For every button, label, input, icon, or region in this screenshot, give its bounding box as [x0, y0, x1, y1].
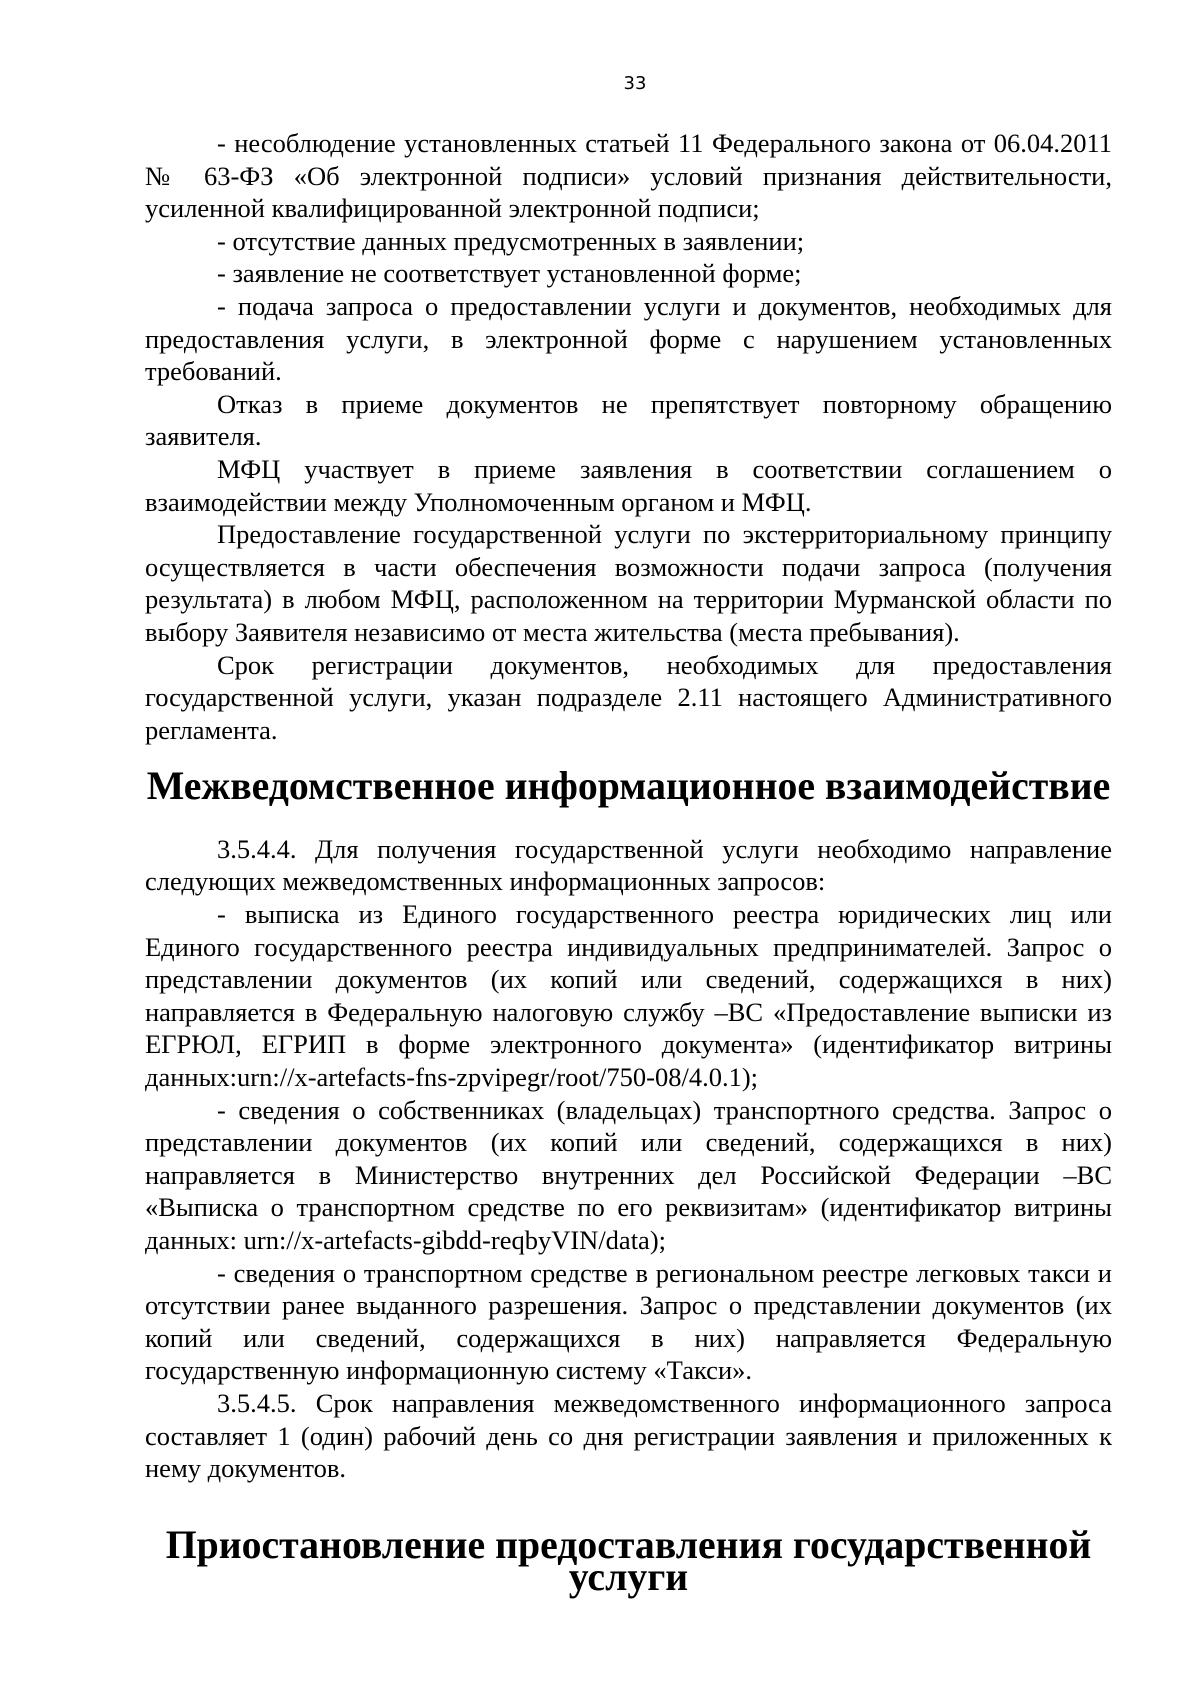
paragraph-form-mismatch: - заявление не соответствует установленной форме;	[217, 258, 802, 289]
paragraph-mfc-participation: МФЦ участвует в приеме заявления в соответствии соглашением о взаимодействии между Уполномоченным органом и МФЦ.	[145, 453, 1112, 517]
paragraph-registration-term: Срок регистрации документов, необходимых для предоставления государственной услуги, указан подразделе 2.11 настоящего Административного регламента.	[145, 649, 1112, 745]
paragraph-electronic-submission: - подача запроса о предоставлении услуги и документов, необходимых для предоставления услуги, в электронной форме с нарушением установленных требований.	[145, 290, 1112, 387]
section-heading-interagency: Межведомственное информационное взаимодействие	[146, 764, 1111, 809]
paragraph-signature-validity: - несоблюдение установленных статьей 11 Федерального закона от 06.04.2011 № 63-ФЗ «Об электронной подписи» условий признания действительности, усиленной квалифицированной электронной подписи;	[145, 128, 1112, 224]
document-body	[145, 127, 1112, 1600]
paragraph-vehicle-owners: - сведения о собственниках (владельцах) транспортного средства. Запрос о представлении документов (их копий или сведений, содержащихся в них) направляется в Министерство внутренних дел Российской Федерации –ВС «Выписка о транспортном средстве по его реквизитам» (идентификатор витрины данных: urn://x-artefacts-gibdd-reqbyVIN/data);	[145, 1094, 1112, 1255]
paragraph-extraterritorial: Предоставление государственной услуги по экстерриториальному принципу осуществляется в части обеспечения возможности подачи запроса (получения результата) в любом МФЦ, расположенном на территории Мурманской области по выбору Заявителя независимо от места жительства (места пребывания).	[145, 519, 1112, 647]
section-heading-suspension: Приостановление предоставления государственной услуги	[165, 1522, 1092, 1600]
paragraph-3-5-4-4: 3.5.4.4. Для получения государственной услуги необходимо направление следующих межведомственных информационных запросов:	[145, 833, 1112, 897]
paragraph-missing-data: - отсутствие данных предусмотренных в заявлении;	[217, 225, 805, 256]
page-number: 33	[623, 73, 647, 94]
paragraph-egrul-extract: - выписка из Единого государственного реестра юридических лиц или Единого государственного реестра индивидуальных предпринимателей. Запрос о представлении документов (их копий или сведений, содержащихся в них) направляется в Федеральную налоговую службу –ВС «Предоставление выписки из ЕГРЮЛ, ЕГРИП в форме электронного документа» (идентификатор витрины данных:urn://x-artefacts-fns-zpvipegr/root/750-08/4.0.1);	[145, 899, 1112, 1093]
paragraph-3-5-4-5: 3.5.4.5. Срок направления межведомственного информационного запроса составляет 1 (один) рабочий день со дня регистрации заявления и приложенных к нему документов.	[145, 1387, 1112, 1484]
paragraph-taxi-registry: - сведения о транспортном средстве в региональном реестре легковых такси и отсутствии ранее выданного разрешения. Запрос о представлении документов (их копий или сведений, содержащихся в них) направляется Федеральную государственную информационную систему «Такси».	[145, 1257, 1112, 1386]
paragraph-refusal-no-obstacle: Отказ в приеме документов не препятствует повторному обращению заявителя.	[145, 388, 1112, 452]
